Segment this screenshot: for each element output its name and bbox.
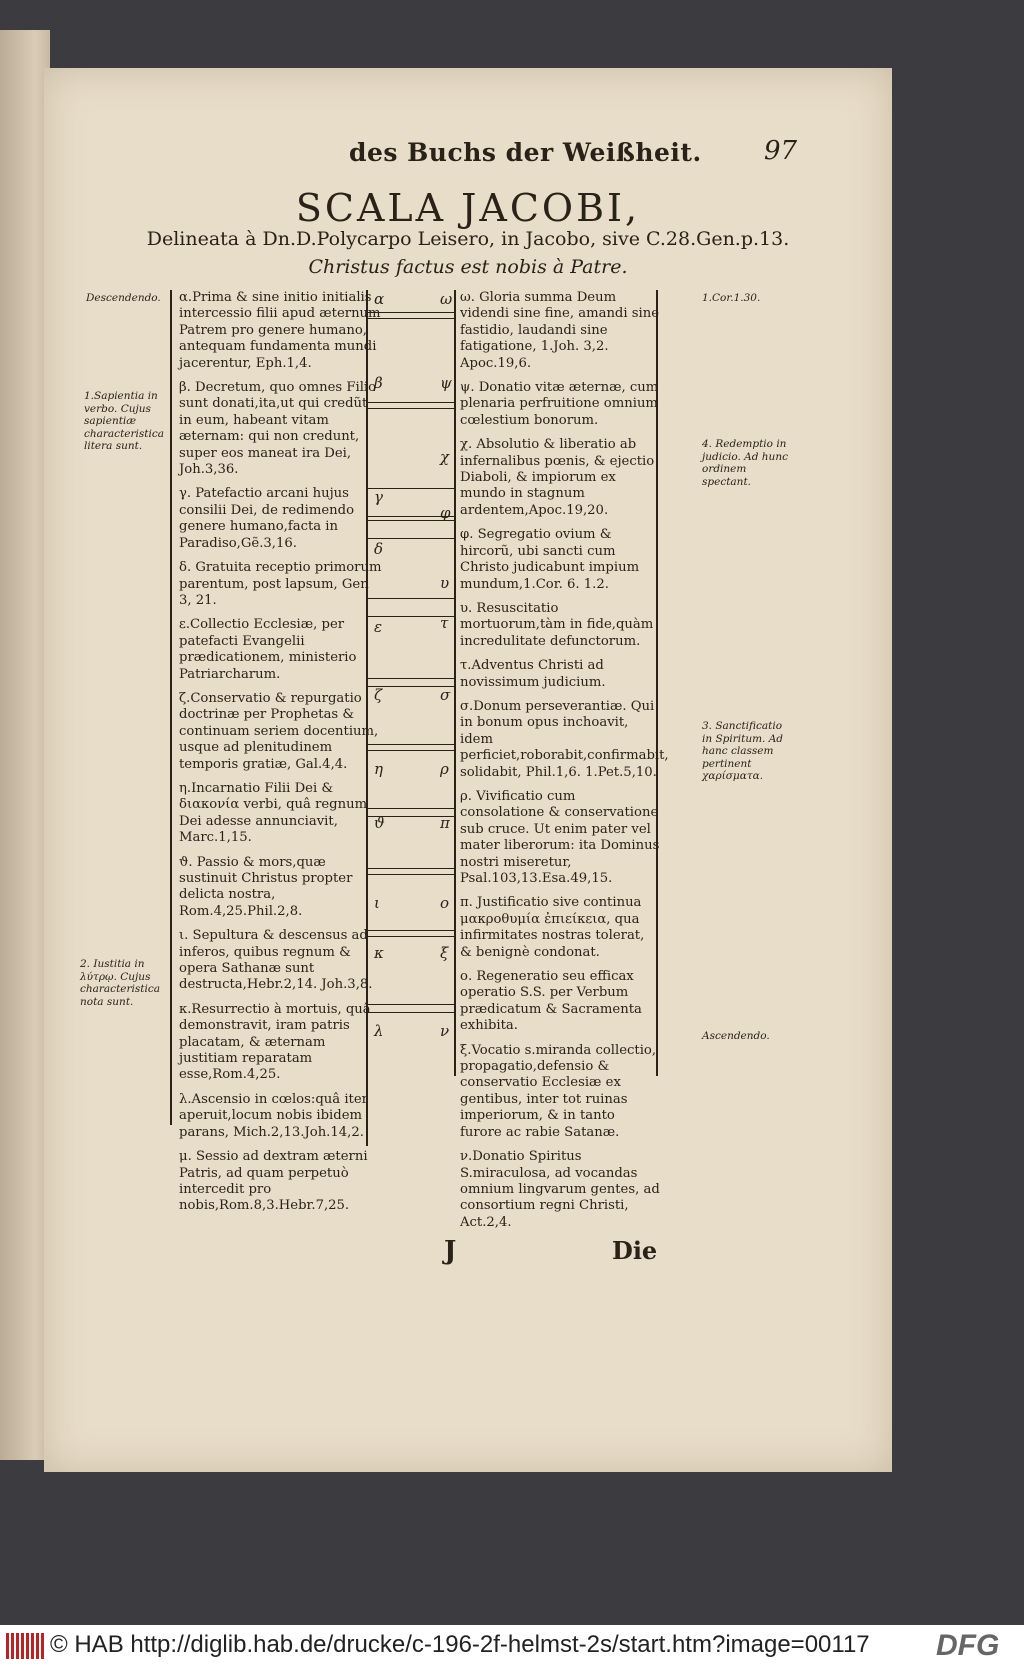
ladder-letter-left: η (374, 760, 383, 778)
entry-theta: ϑ. Passio & mors,quæ sustinuit Christus propter delicta nostra, Rom.4,25.Phil.2,8. (179, 854, 353, 919)
ladder-letter-left: ζ (374, 686, 383, 704)
ladder-letter-left: α (374, 290, 385, 308)
main-title: SCALA JACOBI, (295, 186, 641, 230)
ladder-letter-right: ψ (440, 374, 452, 392)
catchword: Die (612, 1236, 658, 1265)
entry-eta: η.Incarnatio Filii Dei & διακονία verbi, quâ regnum Dei adesse annunciavit, Marc.1,15. (179, 780, 368, 846)
entry-psi: ψ. Donatio vitæ æternæ, cum plenaria perfruitione omnium cœlestium bonorum. (460, 380, 659, 428)
entry-iota: ι. Sepultura & descensus ad inferos, quibus regnum & opera Sathanæ sunt destructa,Hebr.2,14. Joh.3,8. (179, 928, 373, 993)
left-margin-note-2: 1.Sapientia in verbo. Cujus sapientiæ characteristica litera sunt. (84, 390, 164, 452)
right-margin-note-3: 3. Sanctificatio in Spiritum. Ad hanc classem pertinent χαρίσματα. (702, 720, 784, 782)
entry-omega: ω. Gloria summa Deum videndi sine fine, amandi sine fastidio, laudandi sine fatigatione, 1.Joh. 3,2. Apoc.19,6. (460, 290, 660, 371)
ladder-right-rail (454, 290, 456, 1076)
ladder-letter-left: δ (374, 540, 384, 558)
ladder-letter-right: π (440, 814, 450, 832)
entry-xi: ξ.Vocatio s.miranda collectio, propagatio,defensio & conservatio Ecclesiæ ex gentibus, inter tot ruinas imperiorum, & in tanto furore ac rabie Satanæ. (460, 1042, 657, 1140)
entry-gamma: γ. Patefactio arcani hujus consilii Dei, de redimendo genere humano,facta in Paradiso,Gẽ.3,16. (179, 486, 355, 551)
right-margin-note-2: 4. Redemptio in judicio. Ad hunc ordinem spectant. (702, 438, 788, 488)
entry-lambda: λ.Ascensio in cœlos:quâ iter aperuit,locum nobis ibidem parans, Mich.2,13.Joh.14,2. (179, 1091, 368, 1140)
ladder-letter-left: γ (374, 488, 383, 506)
entry-upsilon: υ. Resuscitatio mortuorum,tàm in fide,quàm incredulitate defunctorum. (460, 600, 654, 649)
entry-pi: π. Justificatio sive continua μακροθυμία ἐπιείκεια, qua infirmitates nostras tolerat, & benignè condonat. (460, 895, 645, 960)
entry-epsilon: ε.Collectio Ecclesiæ, per patefacti Evangelii prædicationem, ministerio Patriarcharum. (179, 617, 357, 682)
page-number: 97 (764, 136, 798, 166)
ladder-letter-left: ι (374, 894, 380, 912)
ascending-entries (460, 290, 669, 1239)
entry-kappa: κ.Resurrectio à mortuis, quâ demonstravit, iram patris placatam, & æternam justitiam reparatam esse,Rom.4,25. (179, 1001, 371, 1083)
entry-mu: μ. Sessio ad dextram æterni Patris, ad quam perpetuò intercedit pro nobis,Rom.8,3.Hebr.7,25. (179, 1149, 368, 1214)
entry-sigma: σ.Donum perseverantiæ. Qui in bonum opus inchoavit, idem perficiet,roborabit,confirmabit, solidabit, Phil.1,6. 1.Pet.5,10. (460, 698, 669, 780)
right-margin-note-4: Ascendendo. (702, 1030, 770, 1042)
entry-beta: β. Decretum, quo omnes Filio sunt donati,ita,ut qui credũt in eum, habeant vitam æternam: qui non credunt, super eos maneat ira Dei, Joh.3,36. (179, 380, 377, 478)
entry-alpha: α.Prima & sine initio initialis intercessio filii apud æternum Patrem pro genere humano, antequam fundamenta mundi jacerentur, Eph.1,4. (179, 290, 381, 371)
entry-phi: φ. Segregatio ovium & hircorũ, ubi sancti cum Christo judicabunt impium mundum,1.Cor. 6. 1.2. (460, 527, 640, 592)
left-margin-note-3: 2. Iustitia in λύτρῳ. Cujus characteristica nota sunt. (80, 958, 160, 1008)
entry-delta: δ. Gratuita receptio primorum parentum, post lapsum, Gen 3, 21. (179, 560, 382, 608)
footer-bar (0, 1625, 1024, 1665)
ladder-letter-right: ν (440, 1022, 450, 1040)
ladder-letter-left: λ (374, 1022, 384, 1040)
catchword-signature: J (444, 1236, 457, 1266)
footer-url: © HAB http://diglib.hab.de/drucke/c-196-2f-helmst-2s/start.htm?image=00117 (50, 1631, 870, 1658)
ladder-letter-right: σ (440, 686, 451, 704)
ladder-letter-right: ρ (440, 760, 449, 778)
ladder-letter-left: β (374, 374, 383, 392)
ladder-letter-left: ε (374, 618, 383, 636)
ladder-letter-right: ξ (440, 944, 449, 962)
ladder-letter-right: χ (440, 448, 450, 466)
ladder-letter-right: ο (440, 894, 450, 912)
right-margin-note-1: 1.Cor.1.30. (702, 292, 761, 304)
previous-page-edge (0, 30, 50, 1460)
entry-tau: τ.Adventus Christi ad novissimum judicium. (460, 658, 606, 690)
running-head: des Buchs der Weißheit. (349, 138, 702, 167)
ladder-letter-right: φ (440, 504, 451, 522)
left-margin-note-1: Descendendo. (86, 292, 161, 304)
book-page (44, 68, 892, 1472)
entry-nu: ν.Donatio Spiritus S.miraculosa, ad vocandas omnium lingvarum gentes, ad consortium regni Christi, Act.2,4. (460, 1149, 660, 1230)
hab-logo-icon (6, 1633, 44, 1659)
subtitle-line-1: Delineata à Dn.D.Polycarpo Leisero, in Jacobo, sive C.28.Gen.p.13. (146, 228, 790, 250)
entry-omicron: ο. Regeneratio seu efficax operatio S.S. per Verbum prædicatum & Sacramenta exhibita. (460, 969, 642, 1034)
ladder-letter-left: κ (374, 944, 384, 962)
ladder-letter-right: ω (440, 290, 453, 308)
entry-rho: ρ. Vivificatio cum consolatione & conservatione sub cruce. Ut enim pater vel mater liberorum: ita Dominus nostri miseretur, Psal.103,13.Esa.49,15. (460, 788, 660, 886)
entry-zeta: ζ.Conservatio & repurgatio doctrinæ per Prophetas & continuam seriem docentium, usque ad plenitudinem temporis gratiæ, Gal.4,4. (179, 690, 379, 772)
subtitle-line-2: Christus factus est nobis à Patre. (308, 256, 628, 278)
dfg-logo: DFG (936, 1629, 1000, 1662)
ladder-letter-left: ϑ (374, 814, 385, 832)
descending-entries (179, 290, 384, 1223)
entry-chi: χ. Absolutio & liberatio ab infernalibus pœnis, & ejectio Diaboli, & impiorum ex mundo in stagnum ardentem,Apoc.19,20. (460, 437, 655, 518)
ladder-letter-right: τ (440, 614, 449, 632)
left-column-rule (170, 290, 172, 1125)
ladder-letter-right: υ (440, 574, 450, 592)
